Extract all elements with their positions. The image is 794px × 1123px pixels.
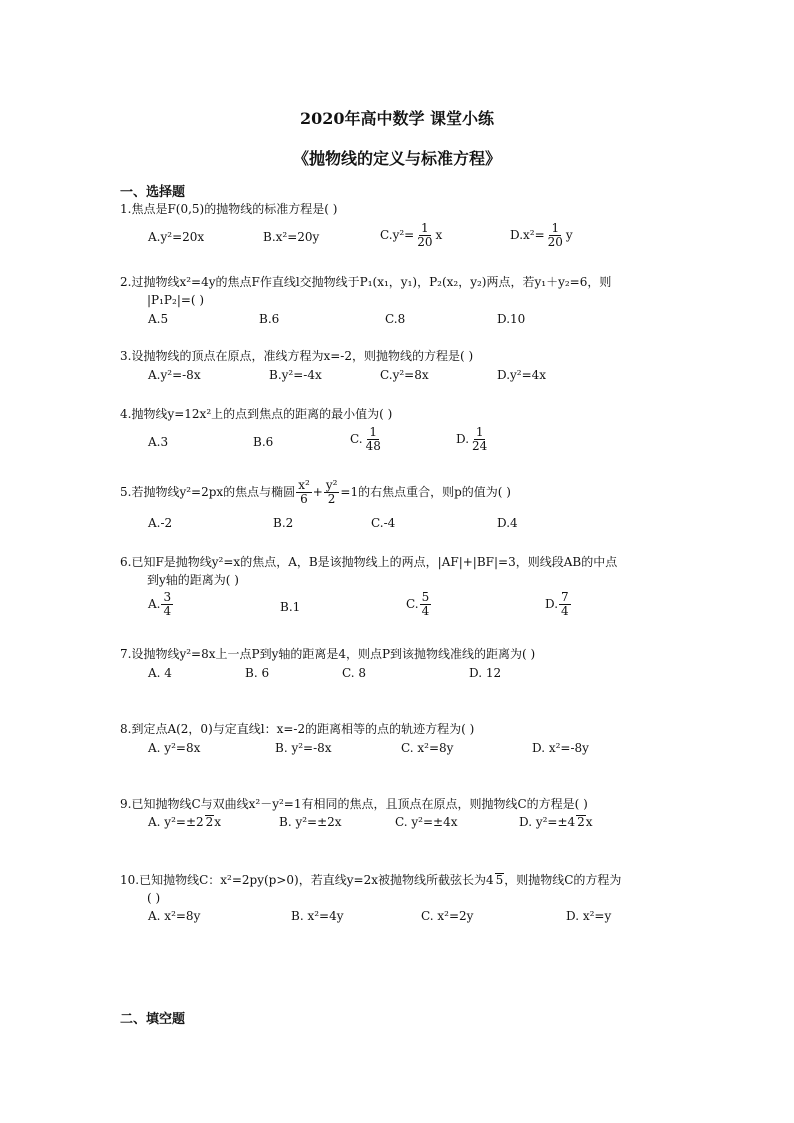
option-b: B. y²=-8x bbox=[275, 741, 332, 755]
option-c: C.-4 bbox=[371, 516, 396, 530]
option-a: A.y²=20x bbox=[148, 230, 205, 244]
option-a: A.-2 bbox=[148, 516, 173, 530]
option-a: A. y²=±2 2x bbox=[148, 815, 222, 829]
option-a: A. y²=8x bbox=[148, 741, 201, 755]
question-text-continued: 到y轴的距离为( ) bbox=[147, 573, 239, 587]
section-heading-fill-blank: 二、填空题 bbox=[120, 1012, 186, 1027]
option-c: C. $\frac{5}{4}$ bbox=[406, 590, 430, 618]
question-3 bbox=[120, 347, 700, 365]
option-b: B.y²=-4x bbox=[269, 368, 322, 382]
question-2 bbox=[120, 273, 700, 309]
section-heading-choice: 一、选择题 bbox=[120, 185, 186, 200]
option-c: C. y²=±4x bbox=[395, 815, 458, 829]
option-c: C.y²=8x bbox=[380, 368, 429, 382]
option-b: B.6 bbox=[259, 312, 280, 326]
question-9 bbox=[120, 795, 700, 813]
page-title: 2020年高中数学 课堂小练 bbox=[299, 109, 495, 128]
sqrt-symbol: 2 bbox=[577, 815, 585, 829]
option-c: C.8 bbox=[385, 312, 406, 326]
question-text-continued: |P₁P₂|=( ) bbox=[147, 293, 205, 307]
option-c: C. x²=2y bbox=[421, 909, 474, 923]
option-b: B. y²=±2x bbox=[279, 815, 342, 829]
sqrt-symbol: 2 bbox=[205, 815, 214, 829]
option-d: D.4 bbox=[497, 516, 518, 530]
question-text-continued: ( ) bbox=[147, 891, 161, 905]
option-d: D. x²=-8y bbox=[532, 741, 589, 755]
option-d: D. 12 bbox=[469, 666, 502, 680]
option-d: D.x²= $\frac{1}{20}$ y bbox=[510, 221, 573, 249]
option-a: A.5 bbox=[148, 312, 169, 326]
question-5: 5.若抛物线y²=2px的焦点与椭圆 $\frac{\text{x²}}{6}$ + $\frac{\text{y²}}{2}$ =1的右焦点重合，则p的值为( ) bbox=[120, 478, 511, 506]
option-b: B.2 bbox=[273, 516, 294, 530]
option-a: A. $\frac{3}{4}$ bbox=[148, 590, 172, 618]
option-c: C. $\frac{1}{48}$ bbox=[350, 425, 381, 453]
question-text: 3.设抛物线的顶点在原点，准线方程为x=-2，则抛物线的方程是( ) bbox=[120, 349, 474, 363]
option-d: D. $\frac{7}{4}$ bbox=[545, 590, 569, 618]
option-c: C.y²= $\frac{1}{20}$ x bbox=[380, 221, 443, 249]
question-8 bbox=[120, 720, 700, 738]
option-a: A. 4 bbox=[148, 666, 172, 680]
option-b: B.x²=20y bbox=[263, 230, 320, 244]
option-d: D. $\frac{1}{24}$ bbox=[456, 425, 488, 453]
option-d: D. y²=±4 2x bbox=[519, 815, 593, 829]
option-b: B.6 bbox=[253, 435, 274, 449]
question-text: 4.抛物线y=12x²上的点到焦点的距离的最小值为( ) bbox=[120, 407, 393, 421]
option-d: D. x²=y bbox=[566, 909, 612, 923]
option-b: B. 6 bbox=[245, 666, 270, 680]
question-1 bbox=[120, 200, 700, 218]
question-text: 1.焦点是F(0,5)的抛物线的标准方程是( ) bbox=[120, 202, 338, 216]
question-text: 6.已知F是抛物线y²=x的焦点，A，B是该抛物线上的两点，|AF|+|BF|=3，则线段AB的中点 bbox=[120, 555, 618, 569]
question-10: 10.已知抛物线C：x²=2py(p>0)，若直线y=2x被抛物线所截弦长为4 5，则抛物线C的方程为 ( ) bbox=[120, 871, 700, 907]
option-d: D.10 bbox=[497, 312, 526, 326]
sqrt-symbol: 5 bbox=[495, 873, 504, 887]
question-text: 2.过抛物线x²=4y的焦点F作直线l交抛物线于P₁(x₁，y₁)，P₂(x₂，y₂)两点，若y₁＋y₂=6，则 bbox=[120, 275, 612, 289]
option-a: A. x²=8y bbox=[148, 909, 201, 923]
question-text: 7.设抛物线y²=8x上一点P到y轴的距离是4，则点P到该抛物线准线的距离为( ) bbox=[120, 647, 536, 661]
question-6 bbox=[120, 553, 700, 589]
option-c: C. 8 bbox=[342, 666, 367, 680]
option-a: A.y²=-8x bbox=[148, 368, 201, 382]
option-a: A.3 bbox=[148, 435, 169, 449]
question-4 bbox=[120, 405, 700, 423]
option-d: D.y²=4x bbox=[497, 368, 547, 382]
option-c: C. x²=8y bbox=[401, 741, 454, 755]
question-text: 8.到定点A(2，0)与定直线l：x=-2的距离相等的点的轨迹方程为( ) bbox=[120, 722, 475, 736]
question-text: 9.已知抛物线C与双曲线x²－y²=1有相同的焦点，且顶点在原点，则抛物线C的方程是( ) bbox=[120, 797, 588, 811]
option-b: B. x²=4y bbox=[291, 909, 344, 923]
question-7 bbox=[120, 645, 700, 663]
page-subtitle: 《抛物线的定义与标准方程》 bbox=[292, 149, 501, 168]
option-b: B.1 bbox=[280, 600, 301, 614]
